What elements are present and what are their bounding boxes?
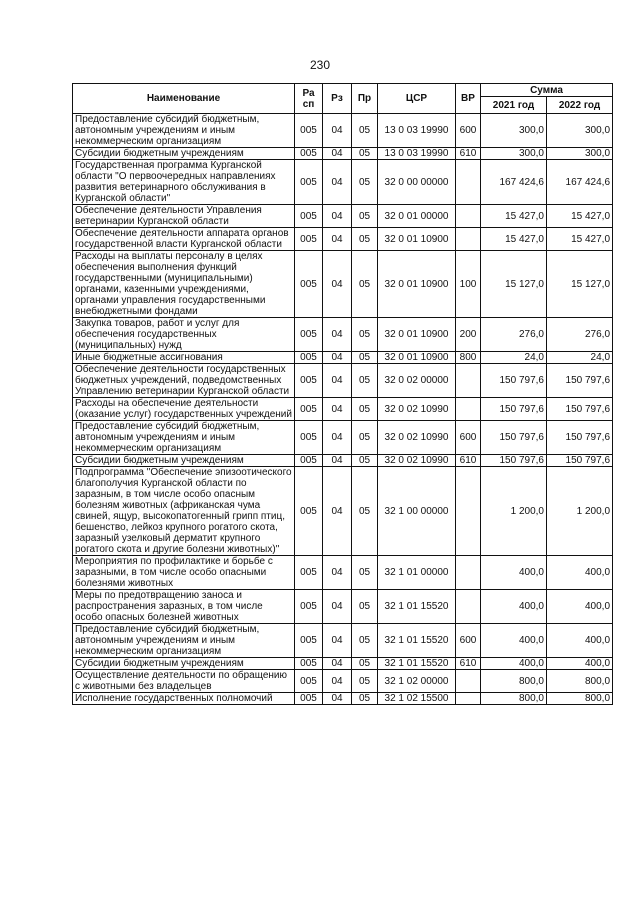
row-sum-2021: 150 797,6 [481, 398, 547, 421]
row-pr: 05 [352, 624, 378, 658]
table-row [73, 251, 613, 318]
row-sum-2022: 300,0 [547, 114, 613, 148]
row-rz: 04 [323, 467, 352, 556]
row-sum-2022: 1 200,0 [547, 467, 613, 556]
row-csr: 32 1 02 15500 [378, 693, 456, 705]
row-name: Государственная программа Курганской области "О первоочередных направлениях развития ветеринарного обслуживания в Курганской области" [73, 160, 295, 205]
row-rz: 04 [323, 228, 352, 251]
table-header [73, 84, 613, 114]
row-sum-2022: 15 427,0 [547, 205, 613, 228]
row-pr: 05 [352, 205, 378, 228]
row-rasp: 005 [295, 556, 323, 590]
row-rasp: 005 [295, 658, 323, 670]
row-pr: 05 [352, 148, 378, 160]
row-csr: 13 0 03 19990 [378, 148, 456, 160]
row-rasp: 005 [295, 624, 323, 658]
row-sum-2021: 150 797,6 [481, 455, 547, 467]
row-rz: 04 [323, 693, 352, 705]
row-rasp: 005 [295, 467, 323, 556]
row-csr: 32 1 01 15520 [378, 590, 456, 624]
row-pr: 05 [352, 251, 378, 318]
row-rasp: 005 [295, 455, 323, 467]
row-sum-2022: 300,0 [547, 148, 613, 160]
row-vr [456, 160, 481, 205]
row-csr: 32 0 01 10900 [378, 251, 456, 318]
row-name: Мероприятия по профилактике и борьбе с заразными, в том числе особо опасными болезнями животных [73, 556, 295, 590]
table-row [73, 364, 613, 398]
row-rz: 04 [323, 318, 352, 352]
row-csr: 32 0 01 10900 [378, 352, 456, 364]
row-vr: 600 [456, 114, 481, 148]
row-sum-2021: 300,0 [481, 148, 547, 160]
row-name: Обеспечение деятельности государственных бюджетных учреждений, подведомственных Управлению ветеринарии Курганской области [73, 364, 295, 398]
row-sum-2021: 400,0 [481, 590, 547, 624]
row-rz: 04 [323, 590, 352, 624]
row-vr: 200 [456, 318, 481, 352]
row-vr [456, 205, 481, 228]
row-csr: 32 1 00 00000 [378, 467, 456, 556]
row-csr: 32 0 01 10900 [378, 228, 456, 251]
row-sum-2022: 400,0 [547, 624, 613, 658]
row-name: Закупка товаров, работ и услуг для обеспечения государственных (муниципальных) нужд [73, 318, 295, 352]
row-pr: 05 [352, 160, 378, 205]
row-name: Подпрограмма "Обеспечение эпизоотического благополучия Курганской области по заразным, в том числе особо опасным болезням животных (африканская чума свиней, ящур, высокопатогенный грипп птиц, бешенство, лейкоз крупного рогатого скота, заразный узелковый дерматит крупного рогатого скота и другие болезни животных)" [73, 467, 295, 556]
header-2022: 2022 год [547, 97, 613, 114]
row-sum-2022: 800,0 [547, 693, 613, 705]
row-sum-2022: 150 797,6 [547, 364, 613, 398]
row-rz: 04 [323, 148, 352, 160]
row-sum-2022: 15 427,0 [547, 228, 613, 251]
row-vr: 600 [456, 624, 481, 658]
row-sum-2021: 15 127,0 [481, 251, 547, 318]
row-sum-2022: 15 127,0 [547, 251, 613, 318]
row-csr: 32 0 02 10990 [378, 455, 456, 467]
row-rasp: 005 [295, 205, 323, 228]
row-rasp: 005 [295, 352, 323, 364]
row-csr: 32 1 01 15520 [378, 658, 456, 670]
row-sum-2021: 276,0 [481, 318, 547, 352]
row-pr: 05 [352, 556, 378, 590]
row-vr [456, 556, 481, 590]
row-name: Осуществление деятельности по обращению с животными без владельцев [73, 670, 295, 693]
row-pr: 05 [352, 421, 378, 455]
row-rz: 04 [323, 205, 352, 228]
row-vr: 600 [456, 421, 481, 455]
budget-table [72, 83, 613, 705]
row-sum-2021: 800,0 [481, 670, 547, 693]
row-rasp: 005 [295, 318, 323, 352]
row-pr: 05 [352, 228, 378, 251]
header-pr: Пр [352, 84, 378, 114]
header-rasp-line1: Ра [302, 87, 315, 99]
row-name: Исполнение государственных полномочий [73, 693, 295, 705]
header-2021: 2021 год [481, 97, 547, 114]
row-sum-2022: 167 424,6 [547, 160, 613, 205]
row-name: Субсидии бюджетным учреждениям [73, 658, 295, 670]
row-name: Расходы на обеспечение деятельности (оказание услуг) государственных учреждений [73, 398, 295, 421]
row-name: Предоставление субсидий бюджетным, автономным учреждениям и иным некоммерческим организациям [73, 421, 295, 455]
header-rasp-line2: сп [302, 98, 315, 110]
row-sum-2022: 150 797,6 [547, 455, 613, 467]
table-row [73, 670, 613, 693]
row-sum-2021: 300,0 [481, 114, 547, 148]
table-row [73, 160, 613, 205]
row-pr: 05 [352, 364, 378, 398]
row-sum-2021: 400,0 [481, 658, 547, 670]
row-csr: 13 0 03 19990 [378, 114, 456, 148]
row-rz: 04 [323, 658, 352, 670]
row-name: Предоставление субсидий бюджетным, автономным учреждениям и иным некоммерческим организациям [73, 114, 295, 148]
table-row [73, 556, 613, 590]
row-sum-2022: 400,0 [547, 590, 613, 624]
row-rasp: 005 [295, 693, 323, 705]
row-sum-2021: 400,0 [481, 624, 547, 658]
row-pr: 05 [352, 455, 378, 467]
row-rasp: 005 [295, 398, 323, 421]
row-csr: 32 0 01 00000 [378, 205, 456, 228]
row-rz: 04 [323, 421, 352, 455]
row-rasp: 005 [295, 364, 323, 398]
row-vr [456, 693, 481, 705]
row-rz: 04 [323, 398, 352, 421]
row-vr [456, 670, 481, 693]
header-vr: ВР [456, 84, 481, 114]
row-vr [456, 228, 481, 251]
row-rz: 04 [323, 251, 352, 318]
row-sum-2021: 167 424,6 [481, 160, 547, 205]
header-sum: Сумма [481, 84, 613, 97]
row-pr: 05 [352, 658, 378, 670]
row-vr: 610 [456, 658, 481, 670]
row-name: Меры по предотвращению заноса и распространения заразных, в том числе особо опасных болезней животных [73, 590, 295, 624]
row-csr: 32 1 02 00000 [378, 670, 456, 693]
table-row [73, 693, 613, 705]
row-sum-2021: 15 427,0 [481, 228, 547, 251]
row-rz: 04 [323, 624, 352, 658]
table-row [73, 590, 613, 624]
header-csr: ЦСР [378, 84, 456, 114]
row-rz: 04 [323, 364, 352, 398]
row-sum-2021: 150 797,6 [481, 364, 547, 398]
row-rasp: 005 [295, 114, 323, 148]
row-name: Предоставление субсидий бюджетным, автономным учреждениям и иным некоммерческим организациям [73, 624, 295, 658]
row-pr: 05 [352, 590, 378, 624]
row-vr: 610 [456, 455, 481, 467]
row-rz: 04 [323, 114, 352, 148]
row-csr: 32 0 01 10900 [378, 318, 456, 352]
table-row [73, 624, 613, 658]
row-sum-2022: 150 797,6 [547, 398, 613, 421]
row-name: Субсидии бюджетным учреждениям [73, 455, 295, 467]
row-csr: 32 0 02 10990 [378, 421, 456, 455]
row-csr: 32 1 01 00000 [378, 556, 456, 590]
row-sum-2021: 400,0 [481, 556, 547, 590]
row-rasp: 005 [295, 160, 323, 205]
table-row [73, 467, 613, 556]
row-sum-2021: 24,0 [481, 352, 547, 364]
row-rasp: 005 [295, 251, 323, 318]
row-name: Обеспечение деятельности Управления ветеринарии Курганской области [73, 205, 295, 228]
table-row [73, 148, 613, 160]
row-pr: 05 [352, 467, 378, 556]
row-name: Иные бюджетные ассигнования [73, 352, 295, 364]
row-rz: 04 [323, 352, 352, 364]
row-name: Обеспечение деятельности аппарата органов государственной власти Курганской области [73, 228, 295, 251]
row-sum-2021: 150 797,6 [481, 421, 547, 455]
row-sum-2022: 24,0 [547, 352, 613, 364]
table-row [73, 398, 613, 421]
row-csr: 32 1 01 15520 [378, 624, 456, 658]
header-rz: Рз [323, 84, 352, 114]
row-name: Субсидии бюджетным учреждениям [73, 148, 295, 160]
row-vr: 610 [456, 148, 481, 160]
row-vr [456, 590, 481, 624]
table-row [73, 318, 613, 352]
row-rasp: 005 [295, 670, 323, 693]
table-row [73, 658, 613, 670]
row-sum-2021: 800,0 [481, 693, 547, 705]
page-number: 230 [309, 58, 331, 72]
row-sum-2022: 276,0 [547, 318, 613, 352]
row-pr: 05 [352, 114, 378, 148]
row-vr [456, 467, 481, 556]
row-csr: 32 0 02 10990 [378, 398, 456, 421]
row-rasp: 005 [295, 228, 323, 251]
table-row [73, 455, 613, 467]
row-vr [456, 364, 481, 398]
row-vr: 800 [456, 352, 481, 364]
row-rz: 04 [323, 455, 352, 467]
row-csr: 32 0 02 00000 [378, 364, 456, 398]
row-rz: 04 [323, 670, 352, 693]
table-row [73, 114, 613, 148]
table-row [73, 421, 613, 455]
row-pr: 05 [352, 398, 378, 421]
row-pr: 05 [352, 318, 378, 352]
row-sum-2022: 400,0 [547, 658, 613, 670]
row-rasp: 005 [295, 590, 323, 624]
row-name: Расходы на выплаты персоналу в целях обеспечения выполнения функций государственными (муниципальными) органами, казенными учреждениями, органами управления государственными внебюджетными фондами [73, 251, 295, 318]
header-name: Наименование [73, 84, 295, 114]
table-row [73, 352, 613, 364]
row-pr: 05 [352, 352, 378, 364]
row-sum-2021: 1 200,0 [481, 467, 547, 556]
table-row [73, 228, 613, 251]
row-sum-2022: 800,0 [547, 670, 613, 693]
row-vr [456, 398, 481, 421]
row-rasp: 005 [295, 421, 323, 455]
row-csr: 32 0 00 00000 [378, 160, 456, 205]
row-sum-2022: 150 797,6 [547, 421, 613, 455]
row-rz: 04 [323, 556, 352, 590]
row-rz: 04 [323, 160, 352, 205]
row-vr: 100 [456, 251, 481, 318]
header-rasp [295, 84, 323, 114]
row-rasp: 005 [295, 148, 323, 160]
row-sum-2022: 400,0 [547, 556, 613, 590]
table-body [73, 114, 613, 705]
row-pr: 05 [352, 670, 378, 693]
table-row [73, 205, 613, 228]
row-pr: 05 [352, 693, 378, 705]
row-sum-2021: 15 427,0 [481, 205, 547, 228]
